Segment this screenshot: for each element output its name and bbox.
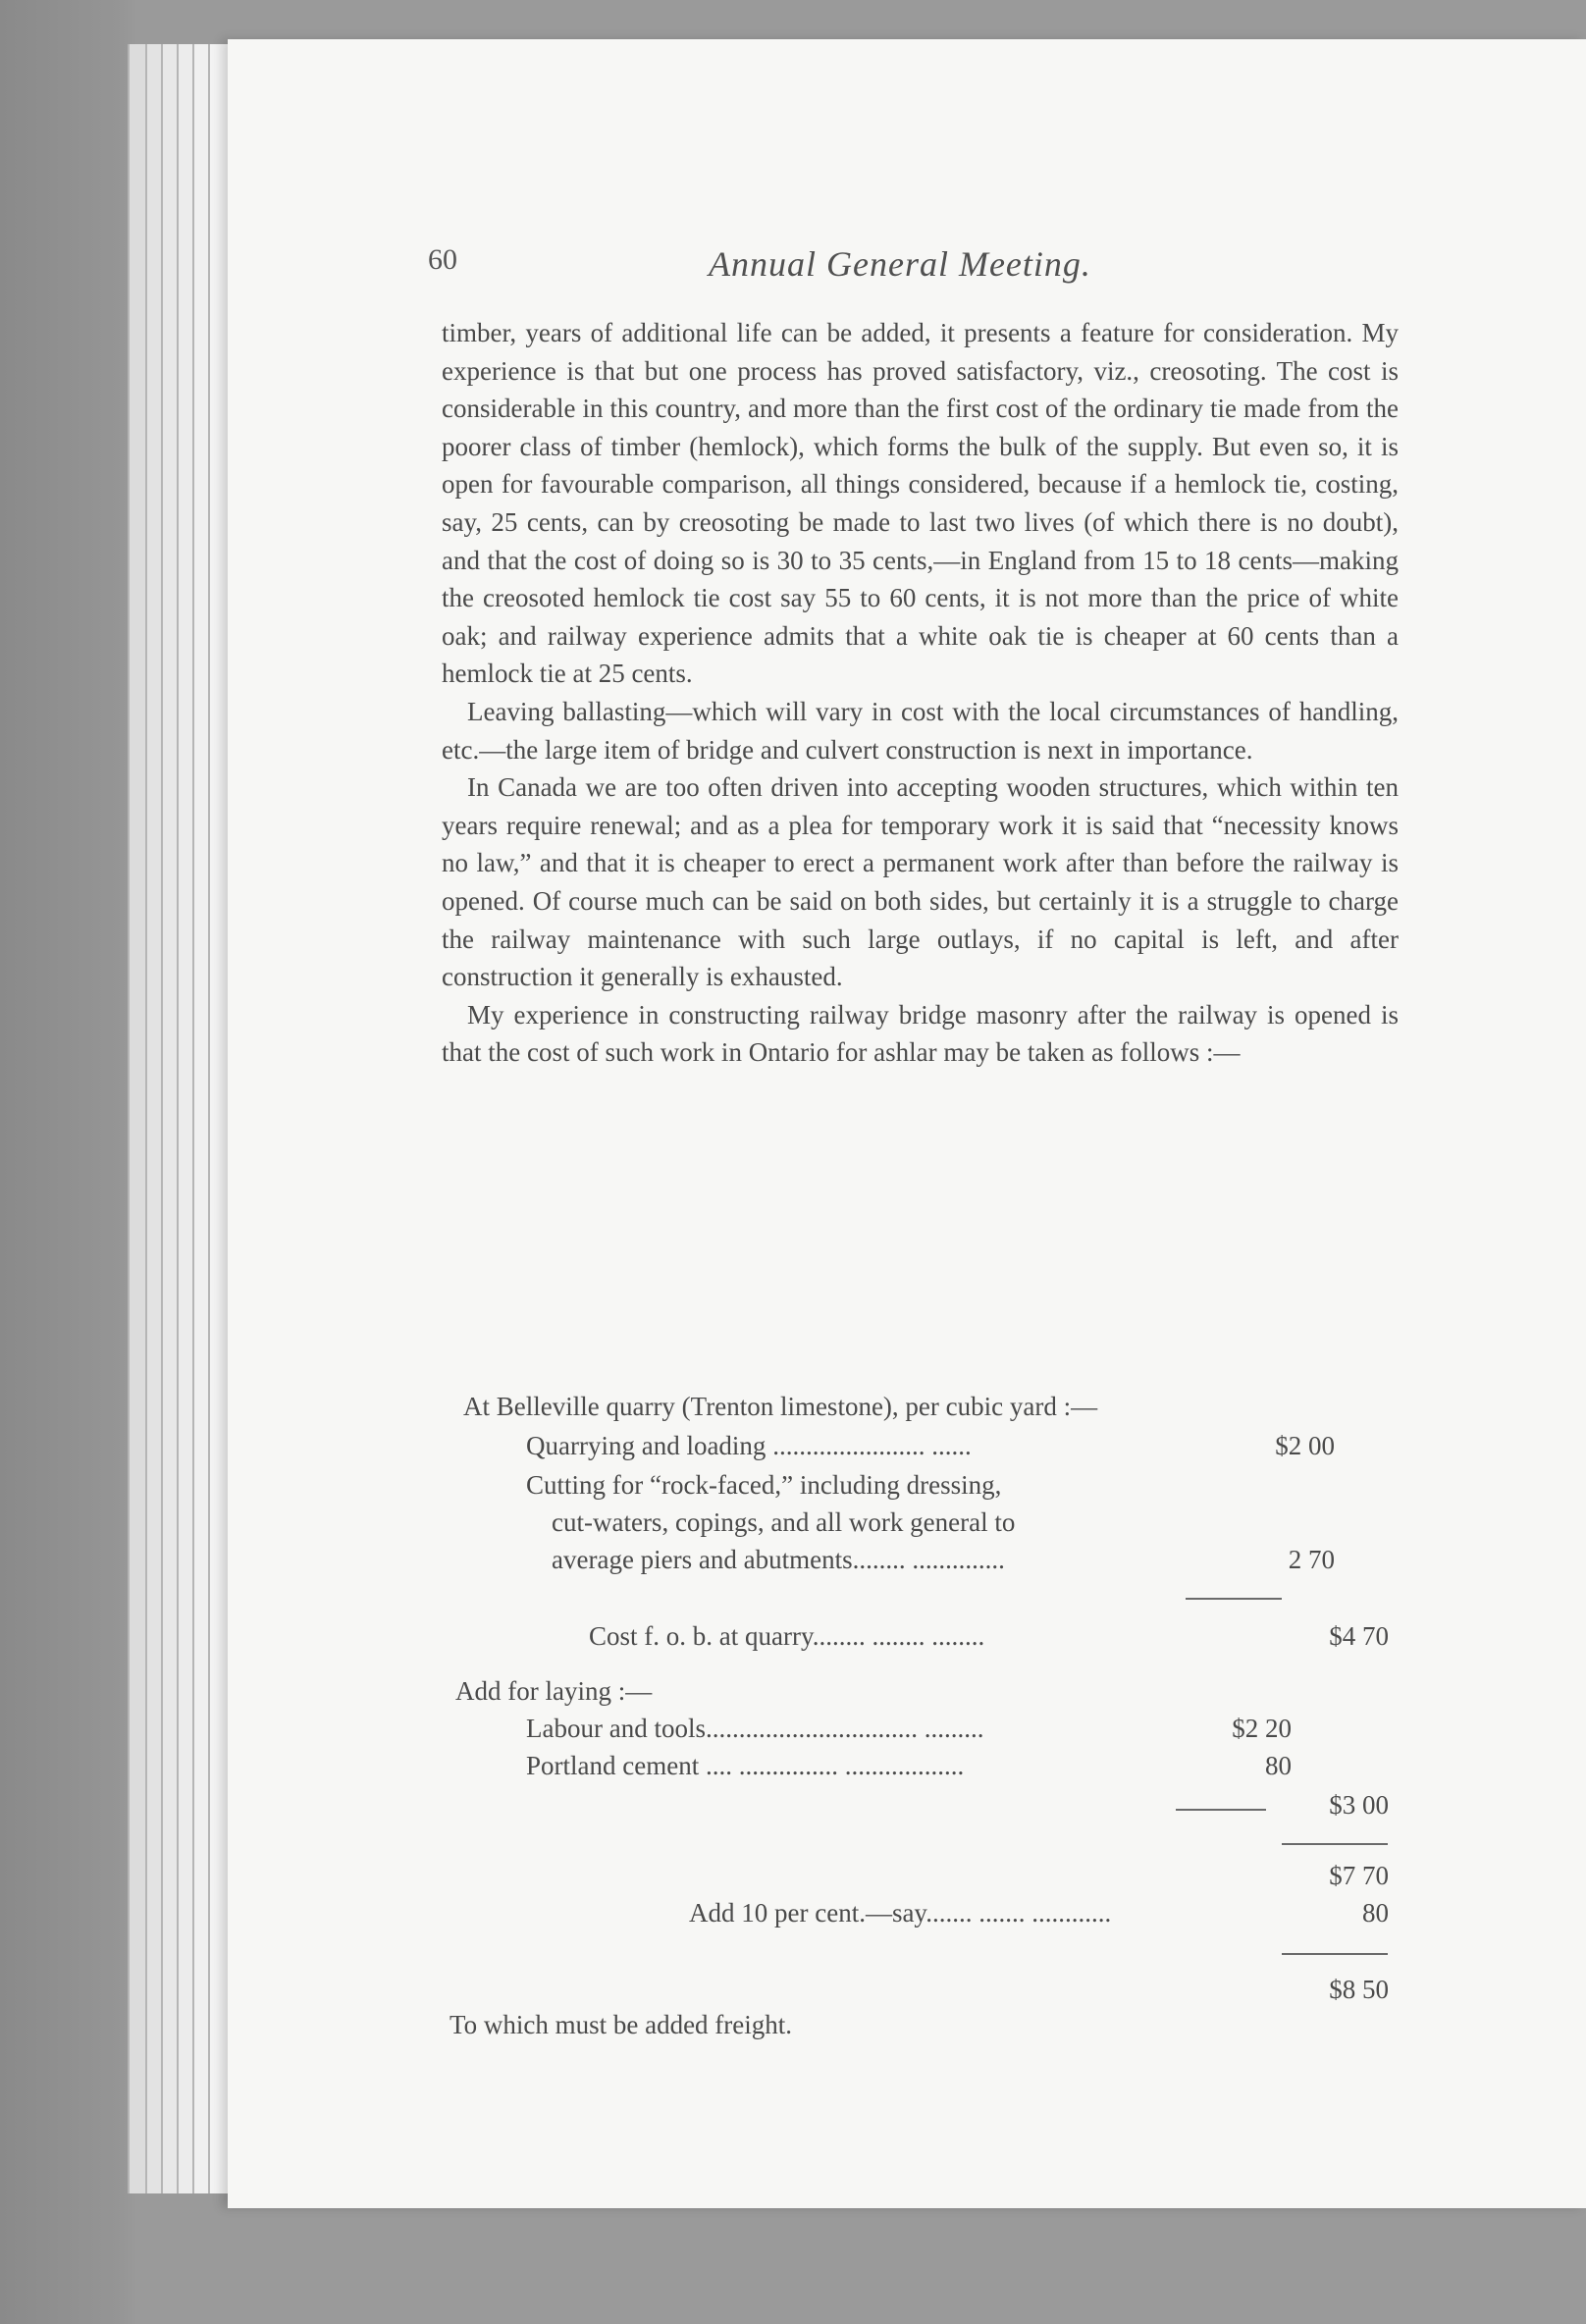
cutting-amount: 2 70: [1288, 1545, 1335, 1574]
paragraph-wooden-structures: In Canada we are too often driven into accepting wooden structures, which within ten years require renewal; and as a plea for temporary work it is said that “necessity knows no law,” and that it is cheaper to erect a permanent work after than before the railway is opened. Of course much can be said on both sides, but certainly it is a struggle to charge the railway maintenance with such large outlays, if no capital is left, and after construction it generally is exhausted.: [442, 772, 1399, 992]
dot-leader: ........ ........ ........: [812, 1621, 985, 1651]
cement-amount: 80: [1265, 1751, 1292, 1780]
paragraph-creosoting: timber, years of additional life can be added, it presents a feature for consideration. My experience is that but one process has proved satisfactory, viz., creosoting. The cost is considerable in this country, and more than the first cost of the ordinary tie made from the poorer class of timber (hemlock), which forms the bulk of the supply. But even so, it is open for favourable comparison, all things considered, because if a hemlock tie, costing, say, 25 cents, can by creosoting be made to last two lives (of which there is no doubt), and that the cost of doing so is 30 to 35 cents,—in England from 15 to 18 cents—making the creosoted hemlock tie cost say 55 to 60 cents, it is not more than the price of white oak; and railway experience admits that a white oak tie is cheaper at 60 cents than a hemlock tie at 25 cents.: [442, 318, 1399, 689]
freight-note: To which must be added freight.: [449, 2010, 793, 2039]
dot-leader: ....... ....... ............: [925, 1898, 1112, 1928]
body-text: [442, 314, 1399, 1072]
table-heading: At Belleville quarry (Trenton limestone), per cubic yard :—: [463, 1392, 1098, 1421]
cutting-row-line1: Cutting for “rock-faced,” including dressing,: [526, 1470, 1002, 1500]
row-label: Labour and tools: [526, 1714, 706, 1743]
dot-leader: ........ ..............: [852, 1545, 1005, 1574]
grand-total-rule: [1282, 1953, 1388, 1955]
grand-total-amount: $8 50: [1329, 1975, 1389, 2004]
cost-fob-row: [589, 1621, 984, 1652]
total-rule: [1282, 1843, 1388, 1845]
dot-leader: ....................... ......: [772, 1431, 972, 1460]
page-number: 60: [428, 243, 457, 276]
page-header: [428, 243, 1409, 287]
row-label: average piers and abutments: [552, 1545, 853, 1574]
paragraph-bridge-masonry: My experience in constructing railway bridge masonry after the railway is opened is that the cost of such work in Ontario for ashlar may be taken as follows :—: [442, 999, 1399, 1068]
row-label: Cost f. o. b. at quarry: [589, 1621, 813, 1651]
add-ten-percent-row: [689, 1898, 1111, 1928]
labour-amount: $2 20: [1232, 1714, 1292, 1743]
dot-leader: ................................ .........: [705, 1714, 984, 1743]
cement-row: [526, 1751, 964, 1781]
paragraph-ballasting: Leaving ballasting—which will vary in cost with the local circumstances of handling, etc.—the large item of bridge and culvert construction is next in importance.: [442, 696, 1399, 765]
subtotal-amount: $7 70: [1329, 1861, 1389, 1890]
laying-rule: [1176, 1809, 1266, 1811]
quarrying-amount: $2 00: [1275, 1431, 1335, 1460]
add-ten-percent-amount: 80: [1362, 1898, 1389, 1928]
laying-total-amount: $3 00: [1329, 1790, 1389, 1820]
cutting-row-line3: [552, 1545, 1005, 1575]
row-label: Add 10 per cent.—say: [689, 1898, 926, 1928]
row-label: Portland cement: [526, 1751, 706, 1780]
quarrying-row: [526, 1431, 972, 1461]
dot-leader: .... ............... ..................: [705, 1751, 965, 1780]
running-title: Annual General Meeting.: [709, 244, 1091, 284]
cutting-row-line2: cut-waters, copings, and all work general to: [552, 1507, 1016, 1537]
row-label: Quarrying and loading: [526, 1431, 773, 1460]
subtotal-rule: [1186, 1598, 1282, 1600]
cost-fob-amount: $4 70: [1329, 1621, 1389, 1651]
labour-row: [526, 1714, 983, 1744]
laying-heading: Add for laying :—: [455, 1676, 653, 1706]
